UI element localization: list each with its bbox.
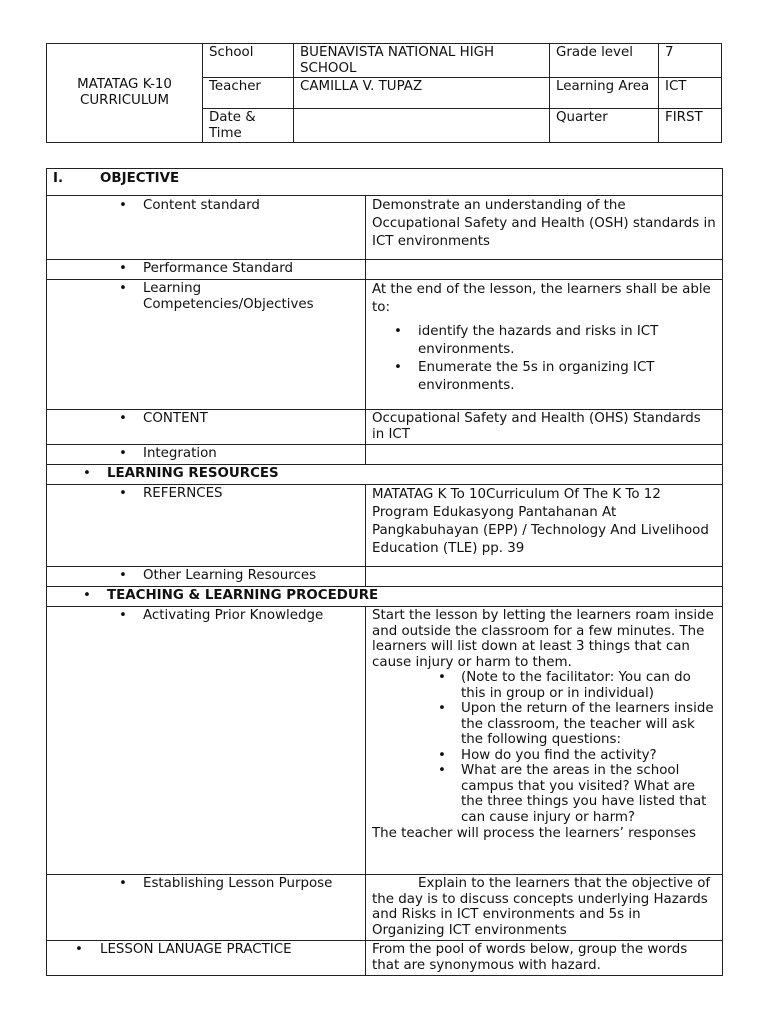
competency-item: identify the hazards and risks in ICT environments.: [418, 324, 659, 357]
list-item: [372, 763, 716, 825]
competencies-cell: [47, 280, 366, 410]
list-item: [372, 323, 716, 359]
other-resources-label: Other Learning Resources: [143, 568, 317, 583]
list-item: [372, 670, 716, 701]
competencies-list: [372, 323, 716, 395]
bullet-icon: •: [119, 608, 127, 623]
school-label: School: [203, 44, 294, 78]
grade-label: Grade level: [550, 44, 659, 78]
list-item: [372, 748, 716, 764]
bullet-icon: •: [394, 324, 402, 339]
activating-cell: [47, 607, 366, 875]
teacher-value: CAMILLA V. TUPAZ: [294, 78, 550, 109]
language-cell: [47, 941, 366, 976]
objective-heading: [47, 169, 723, 196]
content-standard-cell: [47, 196, 366, 260]
performance-standard-cell: [47, 260, 366, 280]
purpose-label: Establishing Lesson Purpose: [143, 876, 333, 891]
bullet-icon: •: [438, 701, 446, 716]
references-value: MATATAG K To 10Curriculum Of The K To 12 Program Edukasyong Pantahanan At Pangkabuhayan (EPP) / Technology And Livelihood Education (TLE) pp. 39: [366, 485, 723, 567]
bullet-icon: •: [75, 942, 83, 957]
bullet-icon: •: [119, 568, 127, 583]
bullet-icon: •: [438, 747, 446, 763]
activating-item: (Note to the facilitator: You can do this in group or in individual): [461, 670, 691, 701]
header-table: [46, 43, 722, 143]
activating-list: [372, 670, 716, 825]
list-item: [372, 701, 716, 748]
purpose-value: Explain to the learners that the objective of the day is to discuss concepts underlying Hazards and Risks in ICT environments and 5s in Organizing ICT environments: [372, 876, 711, 938]
purpose-cell: [47, 875, 366, 941]
bullet-icon: •: [119, 486, 127, 501]
language-label: LESSON LANUAGE PRACTICE: [100, 942, 292, 957]
content-value: Occupational Safety and Health (OHS) Standards in ICT: [366, 410, 723, 445]
bullet-icon: •: [119, 446, 127, 461]
performance-standard-label: Performance Standard: [143, 261, 294, 276]
quarter-value: FIRST: [659, 109, 722, 143]
content-standard-label: Content standard: [143, 198, 260, 213]
school-value: BUENAVISTA NATIONAL HIGH SCHOOL: [294, 44, 550, 78]
language-value: From the pool of words below, group the words that are synonymous with hazard.: [366, 941, 723, 976]
activating-outro: The teacher will process the learners’ responses: [372, 826, 696, 841]
bullet-icon: •: [119, 411, 127, 426]
bullet-icon: •: [119, 261, 127, 276]
bullet-icon: •: [438, 670, 446, 685]
bullet-icon: •: [83, 588, 91, 603]
bullet-icon: •: [83, 466, 91, 481]
activating-label: Activating Prior Knowledge: [143, 608, 324, 623]
competencies-value-cell: [366, 280, 723, 410]
content-cell: [47, 410, 366, 445]
references-label: REFERNCES: [143, 486, 223, 501]
bullet-icon: •: [119, 281, 127, 296]
resources-heading: [47, 465, 723, 485]
teacher-label: Teacher: [203, 78, 294, 109]
resources-title: LEARNING RESOURCES: [107, 466, 279, 481]
objective-number: I.: [53, 171, 64, 186]
date-time-value: [294, 109, 550, 143]
activating-intro: Start the lesson by letting the learners roam inside and outside the classroom for a few minutes. The learners will list down at least 3 things that can cause injury or harm to them.: [372, 608, 714, 670]
learning-area-value: ICT: [659, 78, 722, 109]
other-resources-cell: [47, 567, 366, 587]
integration-label: Integration: [143, 446, 217, 461]
date-time-label: Date & Time: [203, 109, 294, 143]
activating-item: What are the areas in the school campus that you visited? What are the three things you have listed that can cause injury or harm?: [461, 763, 707, 825]
bullet-icon: •: [438, 763, 446, 778]
competencies-intro: At the end of the lesson, the learners shall be able to:: [372, 282, 711, 315]
content-standard-value: Demonstrate an understanding of the Occupational Safety and Health (OSH) standards in ICT environments: [366, 196, 723, 260]
curriculum-title: MATATAG K-10 CURRICULUM: [47, 44, 203, 143]
competencies-label: Learning Competencies/Objectives: [143, 281, 314, 312]
objective-title: OBJECTIVE: [100, 171, 180, 186]
procedure-heading: [47, 587, 723, 607]
bullet-icon: •: [119, 876, 127, 891]
procedure-title: TEACHING & LEARNING PROCEDURE: [107, 588, 379, 603]
learning-area-label: Learning Area: [550, 78, 659, 109]
activating-value-cell: [366, 607, 723, 875]
other-resources-value: [366, 567, 723, 587]
grade-value: 7: [659, 44, 722, 78]
lesson-plan-table: [46, 168, 723, 976]
integration-value: [366, 445, 723, 465]
bullet-icon: •: [394, 360, 402, 375]
quarter-label: Quarter: [550, 109, 659, 143]
activating-item: How do you find the activity?: [461, 747, 657, 763]
integration-cell: [47, 445, 366, 465]
content-label: CONTENT: [143, 411, 208, 426]
bullet-icon: •: [119, 198, 127, 213]
performance-standard-value: [366, 260, 723, 280]
competency-item: Enumerate the 5s in organizing ICT environments.: [418, 360, 655, 393]
references-cell: [47, 485, 366, 567]
list-item: [372, 359, 716, 395]
activating-item: Upon the return of the learners inside the classroom, the teacher will ask the following questions:: [461, 701, 714, 747]
purpose-value-cell: [366, 875, 723, 941]
